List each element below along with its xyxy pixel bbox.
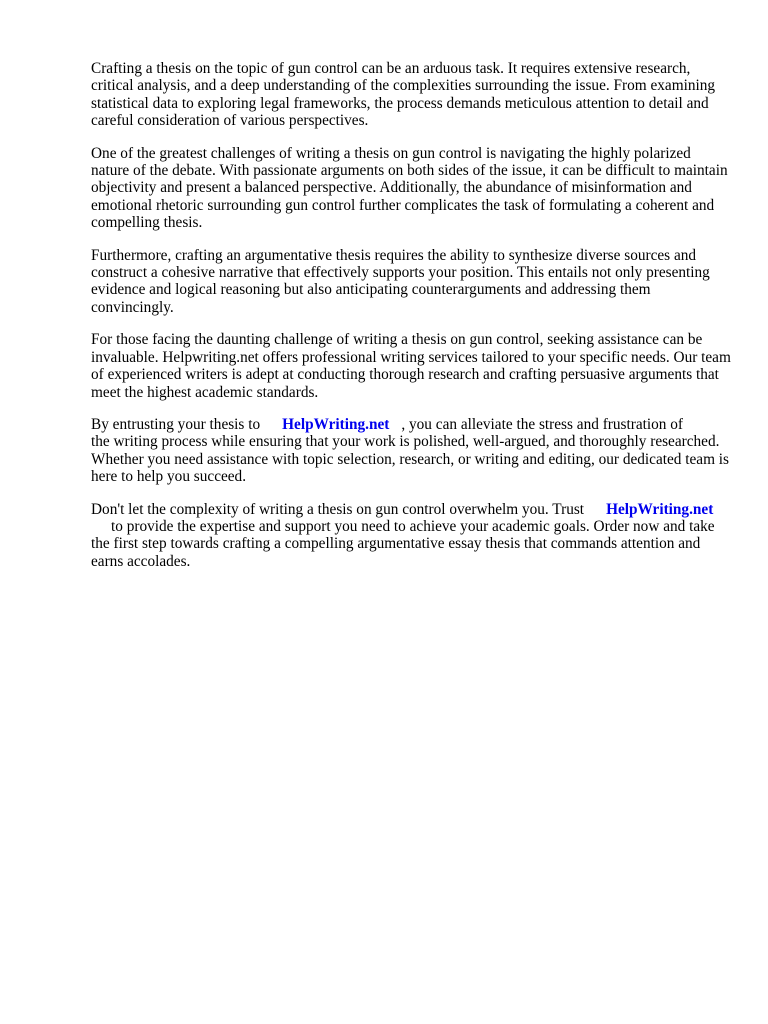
paragraph-entrusting-rest: the writing process while ensuring that your work is polished, well-argued, and thoroughly researched. Whether you need assistance with topic selection, research, or writing and editing, our dedicated team is here to help you succeed.	[91, 433, 730, 486]
paragraph-intro: Crafting a thesis on the topic of gun control can be an arduous task. It requires extensive research, critical analysis, and a deep understanding of the complexities surrounding the issue. From examining statistical data to exploring legal frameworks, the process demands meticulous attention to detail and careful consideration of various perspectives.	[91, 60, 716, 130]
document-body	[91, 60, 731, 585]
paragraph-cta-lead: Don't let the complexity of writing a thesis on gun control overwhelm you. Trust	[91, 500, 585, 518]
paragraph-entrusting-after-link: , you can alleviate the stress and frustration of	[401, 415, 683, 433]
helpwriting-link[interactable]: HelpWriting.net	[282, 415, 390, 433]
paragraph-cta-rest: to provide the expertise and support you need to achieve your academic goals. Order now and take the first step towards crafting a compelling argumentative essay thesis that commands attention and earns accolades.	[91, 517, 715, 570]
paragraph-challenges: One of the greatest challenges of writing a thesis on gun control is navigating the highly polarized nature of the debate. With passionate arguments on both sides of the issue, it can be difficult to maintain objectivity and present a balanced perspective. Additionally, the abundance of misinformation and emotional rhetoric surrounding gun control further complicates the task of formulating a coherent and compelling thesis.	[91, 144, 728, 232]
paragraph-entrusting-lead: By entrusting your thesis to	[91, 415, 261, 433]
paragraph-cta-line1	[91, 501, 713, 518]
paragraph-entrusting	[91, 416, 731, 486]
paragraph-entrusting-line1	[91, 416, 683, 433]
paragraph-assistance: For those facing the daunting challenge of writing a thesis on gun control, seeking assistance can be invaluable. Helpwriting.net offers professional writing services tailored to your specific needs. Our team of experienced writers is adept at conducting thorough research and crafting persuasive arguments that meet the highest academic standards.	[91, 331, 731, 401]
paragraph-call-to-action	[91, 501, 731, 571]
helpwriting-link-cta[interactable]: HelpWriting.net	[606, 500, 714, 518]
paragraph-argumentative: Furthermore, crafting an argumentative thesis requires the ability to synthesize diverse sources and construct a cohesive narrative that effectively supports your position. This entails not only presenting evidence and logical reasoning but also anticipating counterarguments and addressing them convincingly.	[91, 246, 710, 316]
